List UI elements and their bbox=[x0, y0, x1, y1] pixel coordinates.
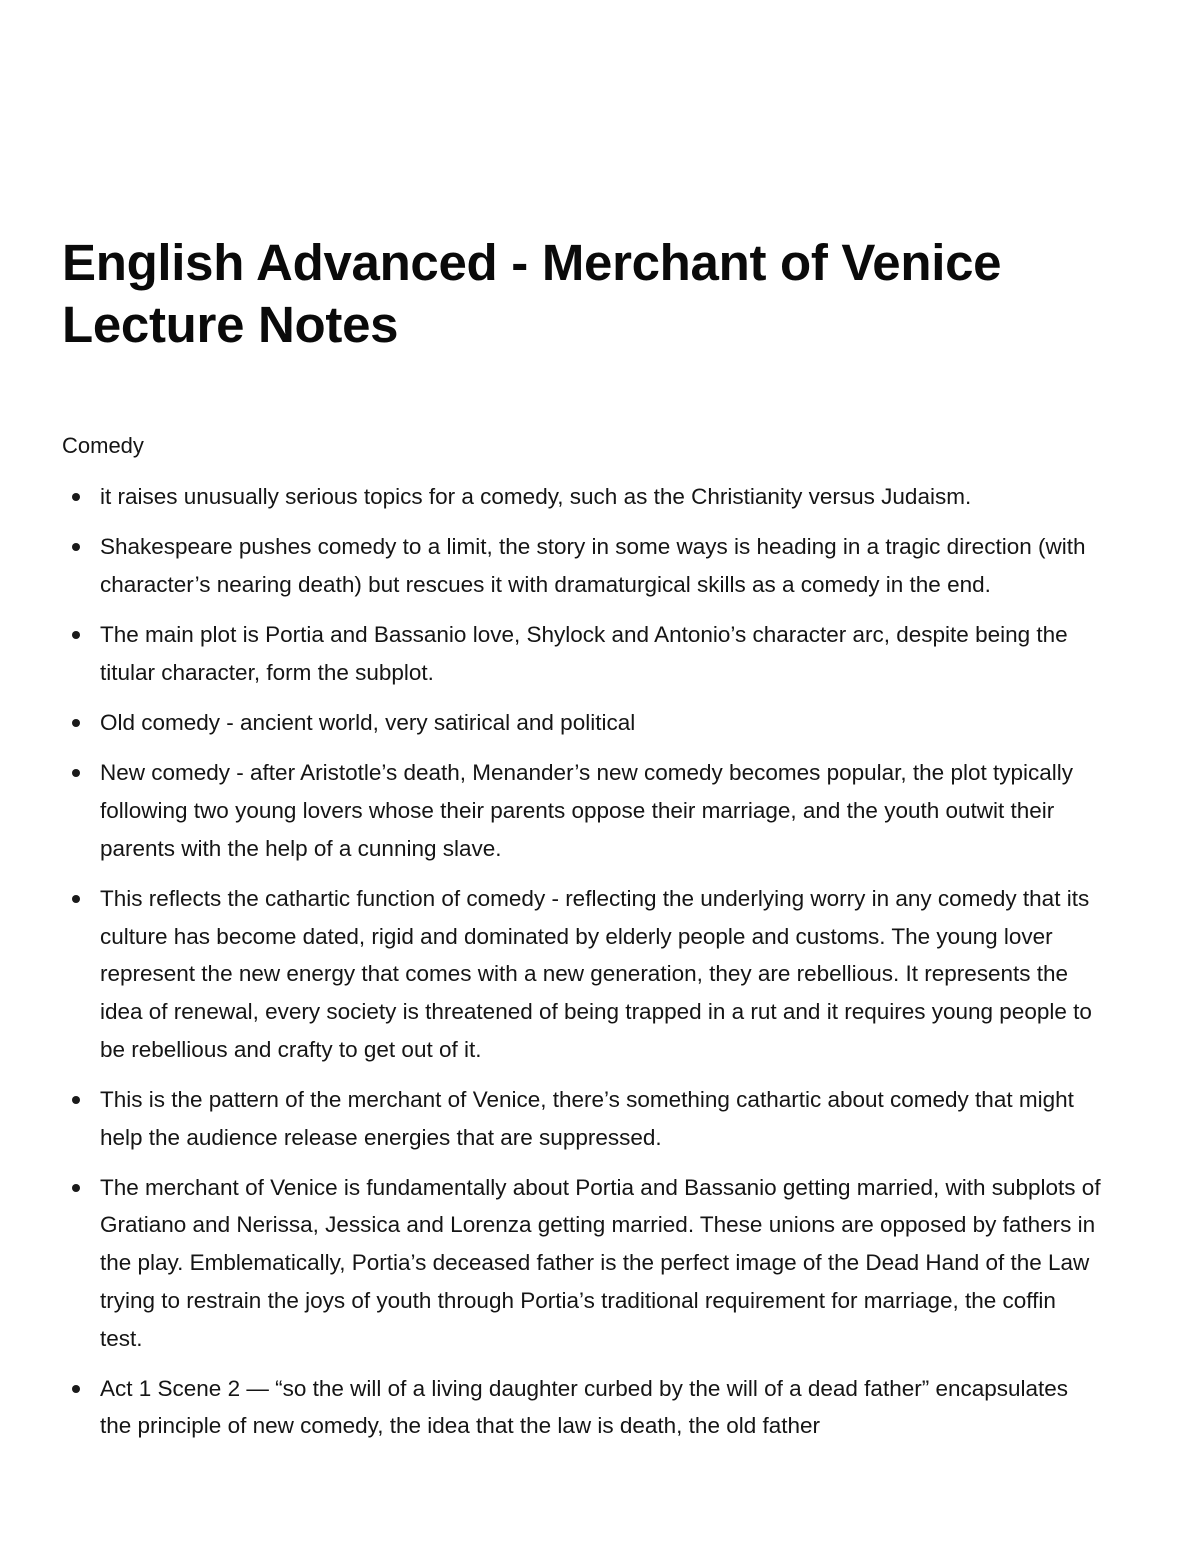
section-heading-comedy: Comedy bbox=[62, 433, 144, 458]
list-item-text: Old comedy - ancient world, very satirical and political bbox=[100, 710, 636, 736]
list-item bbox=[62, 1169, 1102, 1358]
bullet-icon bbox=[72, 895, 80, 903]
list-item bbox=[62, 880, 1102, 1069]
list-item-text: This is the pattern of the merchant of Venice, there’s something cathartic about comedy that might help the audience release energies that are suppressed. bbox=[100, 1086, 1074, 1150]
list-item bbox=[62, 704, 1102, 742]
list-item bbox=[62, 478, 1102, 516]
bullet-icon bbox=[72, 543, 80, 551]
list-item-text: This reflects the cathartic function of comedy - reflecting the underlying worry in any comedy that its culture has become dated, rigid and dominated by elderly people and customs. The young lover represent the new energy that comes with a new generation, they are rebellious. It represents the idea of renewal, every society is threatened of being trapped in a rut and it requires young people to be rebellious and crafty to get out of it. bbox=[100, 885, 1092, 1062]
bullet-icon bbox=[72, 493, 80, 501]
list-item bbox=[62, 754, 1102, 867]
bullet-icon bbox=[72, 631, 80, 639]
list-item bbox=[62, 616, 1102, 691]
bullet-icon bbox=[72, 769, 80, 777]
bullet-icon bbox=[72, 1096, 80, 1104]
bullet-icon bbox=[72, 719, 80, 727]
bullet-icon bbox=[72, 1385, 80, 1393]
bullet-list bbox=[62, 478, 1102, 1458]
list-item-text: The merchant of Venice is fundamentally about Portia and Bassanio getting married, with subplots of Gratiano and Nerissa, Jessica and Lorenza getting married. These unions are opposed by fathers in the play. Emblematically, Portia’s deceased father is the perfect image of the Dead Hand of the Law trying to restrain the joys of youth through Portia’s traditional requirement for marriage, the coffin test. bbox=[100, 1174, 1101, 1351]
list-item-text: New comedy - after Aristotle’s death, Menander’s new comedy becomes popular, the plot typically following two young lovers whose their parents oppose their marriage, and the youth outwit their parents with the help of a cunning slave. bbox=[100, 760, 1074, 861]
list-item-text: it raises unusually serious topics for a comedy, such as the Christianity versus Judaism. bbox=[100, 484, 972, 509]
list-item bbox=[62, 1081, 1102, 1156]
document-title: English Advanced - Merchant of Venice Lecture Notes bbox=[62, 234, 1002, 353]
list-item-text: The main plot is Portia and Bassanio love, Shylock and Antonio’s character arc, despite being the titular character, form the subplot. bbox=[100, 622, 1068, 685]
list-item bbox=[62, 1370, 1102, 1445]
list-item bbox=[62, 528, 1102, 603]
bullet-icon bbox=[72, 1184, 80, 1192]
list-item-text: Shakespeare pushes comedy to a limit, the story in some ways is heading in a tragic direction (with character’s nearing death) but rescues it with dramaturgical skills as a comedy in the end. bbox=[100, 534, 1086, 597]
list-item-text: Act 1 Scene 2 — “so the will of a living daughter curbed by the will of a dead father” encapsulates the principle of new comedy, the idea that the law is death, the old father bbox=[100, 1375, 1069, 1439]
